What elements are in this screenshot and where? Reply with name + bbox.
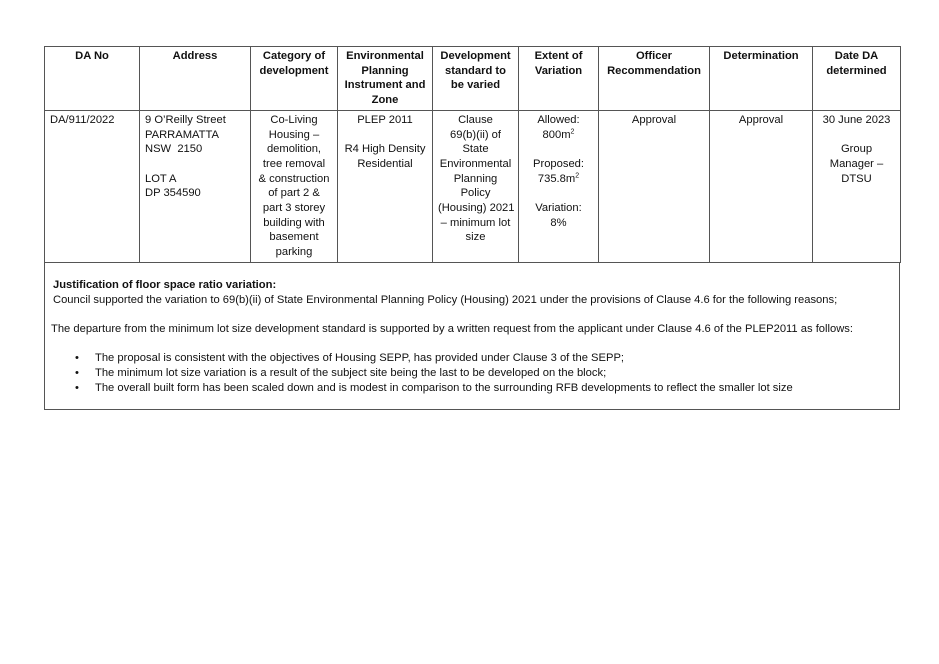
- justification-paragraph-2: The departure from the minimum lot size development standard is supported by a written request from the applicant under Clause 4.6 of the PLEP2011 as follows:: [51, 322, 853, 335]
- cell-da-no: DA/911/2022: [45, 110, 140, 262]
- justification-title: Justification of floor space ratio variation:: [53, 278, 277, 291]
- header-officer-recommendation: Officer Recommendation: [599, 47, 710, 111]
- header-date: Date DA determined: [813, 47, 901, 111]
- cell-determination: Approval: [710, 110, 813, 262]
- cell-officer-recommendation: Approval: [599, 110, 710, 262]
- allowed-value: $800m^2$: [542, 127, 575, 141]
- proposed-value: $735.8m^2$: [537, 171, 580, 185]
- cell-instrument: PLEP 2011 R4 High Density Residential: [338, 110, 433, 262]
- header-standard: Development standard to be varied: [433, 47, 519, 111]
- header-da-no: DA No: [45, 47, 140, 111]
- cell-standard: Clause 69(b)(ii) of State Environmental Planning Policy (Housing) 2021 – minimum lot size: [433, 110, 519, 262]
- cell-address: 9 O’Reilly Street PARRAMATTA NSW 2150 LOT A DP 354590: [140, 110, 251, 262]
- cell-date: 30 June 2023 Group Manager – DTSU: [813, 110, 901, 262]
- justification-paragraph-1: Council supported the variation to 69(b)(ii) of State Environmental Planning Policy (Housing) 2021 under the provisions of Clause 4.6 for the following reasons;: [53, 293, 838, 306]
- justification-reasons-list: [51, 351, 891, 395]
- variation-label: Variation:: [535, 202, 582, 214]
- allowed-label: Allowed:: [537, 113, 580, 126]
- table-row: [45, 110, 901, 262]
- cell-category: Co-Living Housing – demolition, tree removal & construction of part 2 & part 3 storey building with basement parking: [251, 110, 338, 262]
- list-item: • The proposal is consistent with the objectives of Housing SEPP, has provided under Clause 3 of the SEPP;: [75, 352, 625, 365]
- header-instrument: Environmental Planning Instrument and Zone: [338, 47, 433, 111]
- bullet-icon: •: [75, 367, 79, 380]
- bullet-icon: •: [75, 352, 79, 365]
- bullet-icon: •: [75, 381, 79, 394]
- document-page: [44, 46, 900, 410]
- header-address: Address: [140, 47, 251, 111]
- variation-value: 8%: [550, 216, 567, 229]
- proposed-label: Proposed:: [533, 157, 584, 170]
- header-category: Category of development: [251, 47, 338, 111]
- header-extent: Extent of Variation: [519, 47, 599, 111]
- cell-extent: [519, 110, 599, 262]
- variation-register-table: [44, 46, 901, 263]
- list-item: • The minimum lot size variation is a result of the subject site being the last to be developed on the block;: [75, 367, 607, 380]
- header-determination: Determination: [710, 47, 813, 111]
- justification-section: [44, 263, 900, 411]
- list-item: • The overall built form has been scaled down and is modest in comparison to the surrounding RFB developments to reflect the smaller lot size: [75, 381, 793, 394]
- table-header-row: [45, 47, 901, 111]
